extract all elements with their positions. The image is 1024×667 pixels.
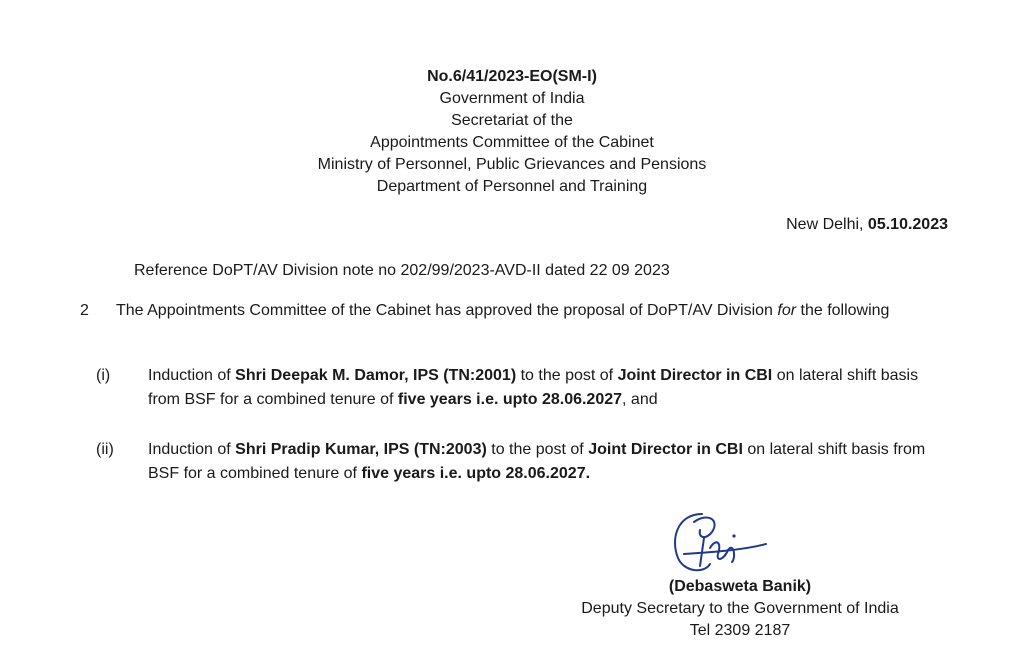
header-line-department: Department of Personnel and Training [376, 178, 648, 195]
paragraph-text-a: The Appointments Committee of the Cabinet has approved the proposal of DoPT/AV Division [116, 302, 778, 319]
list-item-marker: (ii) [96, 441, 114, 458]
dateline-place: New Delhi, [786, 216, 864, 233]
item-text: Induction of [148, 441, 236, 458]
list-item-body [148, 364, 946, 412]
tenure: five years i.e. upto 28.06.2027 [397, 391, 623, 408]
dateline [786, 216, 948, 234]
dateline-date: 05.10.2023 [867, 216, 948, 233]
officer-name: Shri Pradip Kumar, IPS (TN:2003) [235, 441, 487, 458]
signatory-name: (Debasweta Banik) [668, 578, 812, 595]
header-line-secretariat: Secretariat of the [451, 112, 573, 129]
header-line-government: Government of India [439, 90, 585, 107]
paragraph-text-b: the following [796, 302, 890, 319]
signatory-designation: Deputy Secretary to the Government of India [581, 600, 899, 617]
item-text: on lateral shift basis from BSF for a combined tenure of [148, 441, 926, 482]
reference-note: Reference DoPT/AV Division note no 202/99/2023-AVD-II dated 22 09 2023 [134, 262, 670, 279]
list-item [96, 438, 946, 486]
reference-number: No.6/41/2023-EO(SM-I) [427, 68, 597, 85]
paragraph-2 [80, 300, 946, 322]
list-item-body [148, 438, 946, 486]
item-text: on lateral shift basis from BSF for a combined tenure of [148, 367, 919, 408]
officer-name: Shri Deepak M. Damor, IPS (TN:2001) [235, 367, 517, 384]
signature-block [540, 512, 940, 642]
item-text: , and [622, 391, 658, 408]
post-title: Joint Director in CBI [588, 441, 743, 458]
list-item [96, 364, 946, 412]
post-title: Joint Director in CBI [617, 367, 773, 384]
tenure: five years i.e. upto 28.06.2027. [361, 465, 591, 482]
paragraph-text-italic: for [777, 302, 797, 319]
header-line-ministry: Ministry of Personnel, Public Grievances and Pensions [317, 156, 707, 173]
header-line-committee: Appointments Committee of the Cabinet [370, 134, 654, 151]
paragraph-number: 2 [80, 302, 89, 319]
list-item-marker: (i) [96, 367, 111, 384]
signatory-telephone: Tel 2309 2187 [689, 622, 791, 639]
item-text: Induction of [148, 367, 236, 384]
item-text: to the post of [486, 441, 589, 458]
letterhead [0, 66, 1024, 198]
item-text: to the post of [516, 367, 618, 384]
